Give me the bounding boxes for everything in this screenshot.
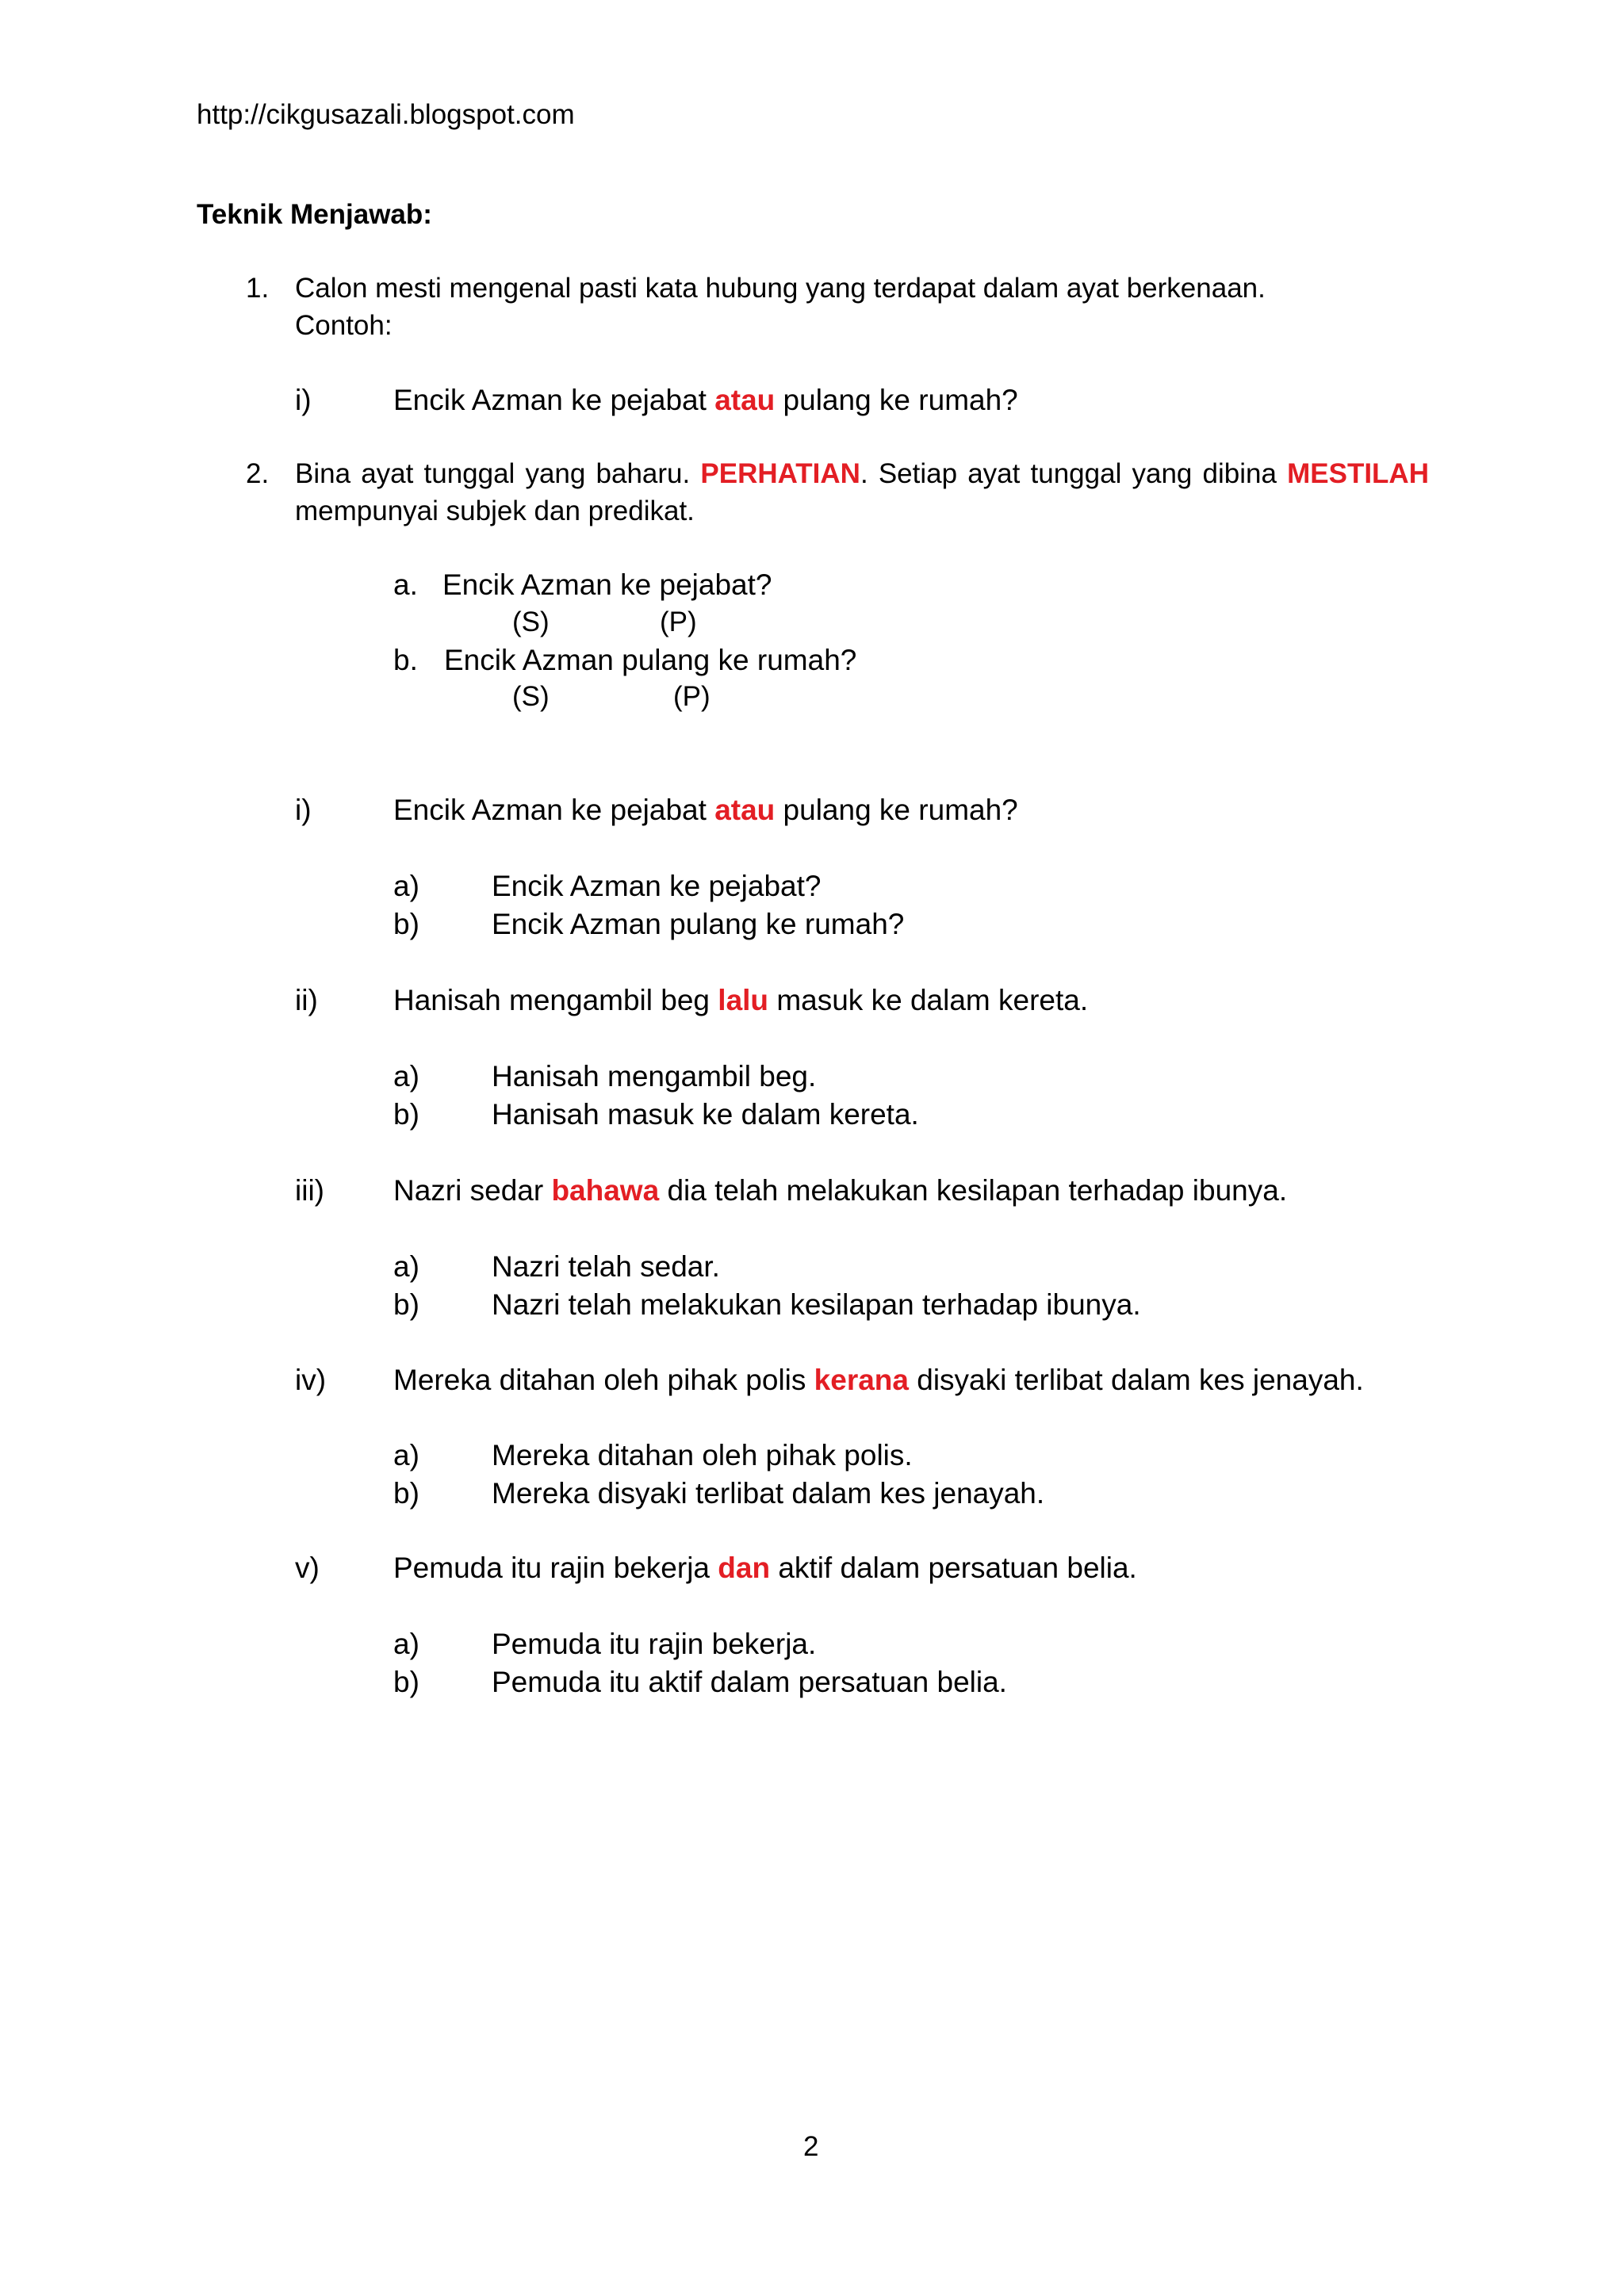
example-4-b-text: Mereka disyaki terlibat dalam kes jenayah. [492,1477,1045,1510]
example-1-sentence: Encik Azman ke pejabat atau pulang ke rumah? [393,794,1018,826]
example-4-sentence: Mereka ditahan oleh pihak polis kerana disyaki terlibat dalam kes jenayah. [393,1364,1364,1396]
item-2-number: 2. [246,458,270,489]
header-url: http://cikgusazali.blogspot.com [197,99,575,130]
example-2-a-label: a) [393,1060,419,1093]
conjunction-keyword: atau [714,794,776,826]
item-1-example-number: i) [295,384,312,416]
example-1-a-text: Encik Azman ke pejabat? [492,870,822,902]
item-2-a-label: a. [393,568,418,601]
item-2-b-label: b. [393,644,418,676]
item-1-number: 1. [246,273,270,304]
example-1-b-text: Encik Azman pulang ke rumah? [492,908,905,940]
example-1-number: i) [295,794,312,826]
example-2-a-text: Hanisah mengambil beg. [492,1060,817,1093]
conjunction-keyword: lalu [718,984,769,1016]
mestilah-keyword: MESTILAH [1287,458,1429,489]
example-1-b-label: b) [393,908,419,940]
conjunction-keyword: bahawa [551,1174,660,1207]
example-1-a-label: a) [393,870,419,902]
item-2-b-subject-marker: (S) [512,681,550,712]
item-1-line-1: Calon mesti mengenal pasti kata hubung yang terdapat dalam ayat berkenaan. [295,273,1266,304]
section-heading: Teknik Menjawab: [197,199,432,230]
example-5-a-label: a) [393,1628,419,1660]
example-2-sentence: Hanisah mengambil beg lalu masuk ke dalam kereta. [393,984,1089,1016]
example-4-number: iv) [295,1364,327,1396]
example-4-a-label: a) [393,1439,419,1471]
example-5-b-label: b) [393,1666,419,1698]
example-3-b-text: Nazri telah melakukan kesilapan terhadap ibunya. [492,1288,1141,1321]
example-3-sentence: Nazri sedar bahawa dia telah melakukan kesilapan terhadap ibunya. [393,1174,1288,1207]
example-4-a-text: Mereka ditahan oleh pihak polis. [492,1439,913,1471]
example-3-number: iii) [295,1174,324,1207]
item-1-example-sentence: Encik Azman ke pejabat atau pulang ke rumah? [393,384,1018,416]
item-2-a-text: Encik Azman ke pejabat? [442,568,772,601]
item-2-line-2: mempunyai subjek dan predikat. [295,496,695,526]
example-5-a-text: Pemuda itu rajin bekerja. [492,1628,817,1660]
example-2-number: ii) [295,984,318,1016]
item-2-a-predicate-marker: (P) [660,607,697,637]
example-2-b-text: Hanisah masuk ke dalam kereta. [492,1098,919,1131]
example-5-number: v) [295,1552,320,1584]
example-3-a-label: a) [393,1250,419,1283]
example-2-b-label: b) [393,1098,419,1131]
example-4-b-label: b) [393,1477,419,1510]
example-5-sentence: Pemuda itu rajin bekerja dan aktif dalam persatuan belia. [393,1552,1137,1584]
item-1-line-2: Contoh: [295,310,393,341]
page-number: 2 [803,2131,819,2162]
item-2-b-predicate-marker: (P) [673,681,710,712]
example-3-a-text: Nazri telah sedar. [492,1250,720,1283]
conjunction-keyword: kerana [814,1364,909,1396]
item-2-a-subject-marker: (S) [512,607,550,637]
example-3-b-label: b) [393,1288,419,1321]
conjunction-keyword: atau [714,384,776,416]
item-2-b-text: Encik Azman pulang ke rumah? [444,644,857,676]
conjunction-keyword: dan [718,1552,771,1584]
item-2-line-1: Bina ayat tunggal yang baharu. PERHATIAN. Setiap ayat tunggal yang dibina MESTILAH [295,458,1429,489]
perhatian-keyword: PERHATIAN [700,458,860,489]
example-5-b-text: Pemuda itu aktif dalam persatuan belia. [492,1666,1007,1698]
